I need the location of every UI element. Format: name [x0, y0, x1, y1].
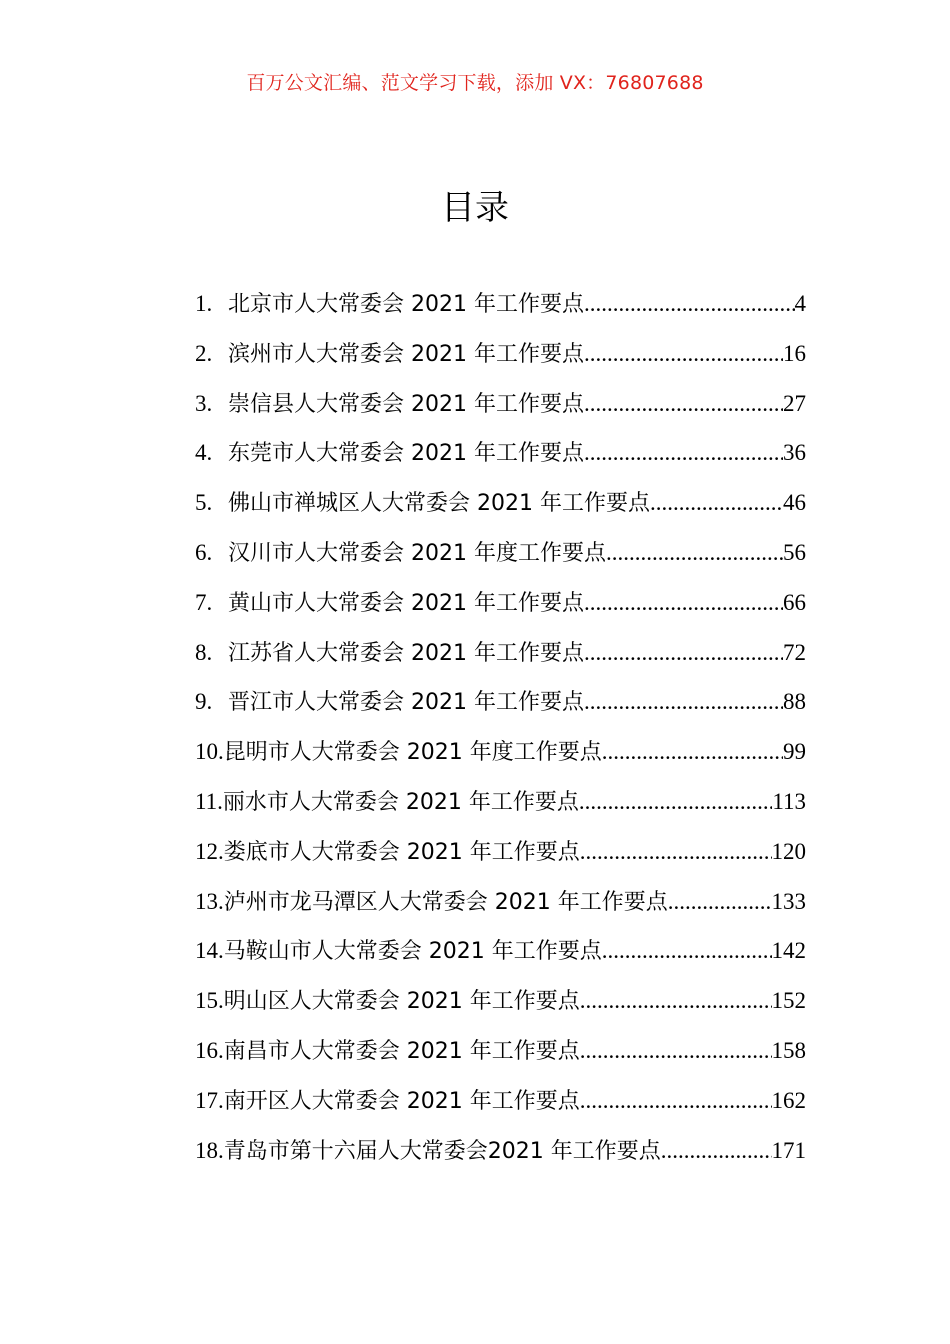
toc-entry-page-number: 46: [783, 490, 806, 516]
toc-entry[interactable]: [195, 631, 806, 681]
toc-entry-title: 南开区人大常委会 2021 年工作要点: [223, 1088, 580, 1114]
toc-entry-title: 江苏省人大常委会 2021 年工作要点: [228, 640, 584, 666]
toc-dot-leader: [584, 631, 783, 675]
toc-entry-page-number: 16: [783, 340, 806, 366]
toc-entry-number: 12.: [195, 838, 224, 864]
toc-dot-leader: [602, 929, 772, 973]
toc-entry-number: 6.: [195, 539, 213, 565]
toc-entry-title: 青岛市第十六届人大常委会2021 年工作要点: [223, 1138, 661, 1164]
toc-entry-title: 泸州市龙马潭区人大常委会 2021 年工作要点: [223, 889, 668, 915]
page-title: 目录: [441, 188, 509, 228]
toc-entry-title: 崇信县人大常委会 2021 年工作要点: [228, 391, 584, 417]
toc-entry-title: 北京市人大常委会 2021 年工作要点: [228, 292, 584, 317]
toc-entry-page-number: 162: [771, 1087, 806, 1113]
toc-entry-page-number: 120: [771, 838, 806, 864]
toc-dot-leader: [580, 1029, 772, 1073]
toc-entry-title: 佛山市禅城区人大常委会 2021 年工作要点: [228, 491, 650, 517]
toc-entry-page-number: 4: [794, 291, 806, 316]
toc-entry-number: 11.: [195, 788, 223, 814]
toc-entry-page-number: 99: [783, 739, 806, 765]
toc-entry-number: 16.: [195, 1037, 224, 1063]
toc-dot-leader: [606, 531, 783, 575]
toc-entry-title: 南昌市人大常委会 2021 年工作要点: [223, 1038, 580, 1064]
toc-dot-leader: [661, 1129, 772, 1173]
toc-entry[interactable]: [195, 1029, 806, 1079]
toc-entry[interactable]: [195, 581, 806, 631]
toc-entry-number: 15.: [195, 988, 224, 1014]
toc-entry-page-number: 152: [771, 988, 806, 1014]
toc-entry[interactable]: [195, 481, 806, 531]
toc-entry[interactable]: [195, 332, 806, 382]
toc-dot-leader: [584, 680, 783, 724]
toc-entry-page-number: 171: [771, 1137, 806, 1163]
toc-entry-page-number: 66: [783, 589, 806, 615]
toc-entry-page-number: 158: [771, 1037, 806, 1063]
toc-entry-title: 汉川市人大常委会 2021 年度工作要点: [228, 540, 606, 566]
toc-entry-number: 8.: [195, 639, 213, 665]
toc-entry[interactable]: [195, 431, 806, 481]
toc-entry[interactable]: [195, 880, 806, 930]
toc-entry-page-number: 56: [783, 539, 806, 565]
toc-entry-title: 马鞍山市人大常委会 2021 年工作要点: [223, 939, 602, 965]
toc-entry[interactable]: [195, 382, 806, 432]
toc-dot-leader: [584, 282, 795, 326]
toc-entry[interactable]: [195, 680, 806, 730]
toc-entry-number: 18.: [195, 1137, 224, 1163]
toc-entry[interactable]: [195, 1129, 806, 1179]
toc-entry-page-number: 36: [783, 440, 806, 466]
toc-entry[interactable]: [195, 1079, 806, 1129]
toc-dot-leader: [580, 830, 772, 874]
toc-entry-number: 10.: [195, 739, 224, 765]
toc-entry-title: 晋江市人大常委会 2021 年工作要点: [228, 690, 584, 716]
toc-entry-title: 娄底市人大常委会 2021 年工作要点: [223, 839, 580, 865]
toc-entry-page-number: 72: [783, 639, 806, 665]
toc-entry[interactable]: [195, 780, 806, 830]
toc-dot-leader: [584, 431, 783, 475]
toc-entry-number: 7.: [195, 589, 213, 615]
toc-dot-leader: [584, 382, 783, 426]
toc-dot-leader: [584, 581, 783, 625]
toc-entry[interactable]: [195, 979, 806, 1029]
toc-entry-number: 17.: [195, 1087, 224, 1113]
toc-entry-page-number: 113: [772, 788, 806, 814]
toc-entry-number: 1.: [195, 291, 213, 316]
toc-entry-title: 滨州市人大常委会 2021 年工作要点: [228, 341, 584, 367]
toc-dot-leader: [579, 780, 772, 824]
toc-entry[interactable]: [195, 830, 806, 880]
toc-entry-title: 明山区人大常委会 2021 年工作要点: [223, 989, 580, 1015]
toc-entry-title: 昆明市人大常委会 2021 年度工作要点: [223, 740, 602, 766]
toc-entry[interactable]: [195, 531, 806, 581]
toc-entry-title: 东莞市人大常委会 2021 年工作要点: [228, 441, 584, 467]
toc-dot-leader: [580, 979, 772, 1023]
toc-entry-page-number: 88: [783, 689, 806, 715]
toc-entry[interactable]: [195, 730, 806, 780]
toc-entry-number: 13.: [195, 888, 224, 914]
toc-entry[interactable]: [195, 282, 806, 332]
header-note: 百万公文汇编、范文学习下载，添加 VX：76807688: [246, 72, 704, 94]
toc-dot-leader: [580, 1079, 772, 1123]
toc-entry-title: 黄山市人大常委会 2021 年工作要点: [228, 590, 584, 616]
toc-entry-page-number: 133: [771, 888, 806, 914]
toc-entry-number: 3.: [195, 390, 213, 416]
toc-dot-leader: [650, 481, 783, 525]
toc-dot-leader: [668, 880, 772, 924]
toc-entry-page-number: 27: [783, 390, 806, 416]
toc-entry-number: 2.: [195, 340, 213, 366]
table-of-contents: [195, 282, 806, 1178]
toc-dot-leader: [584, 332, 783, 376]
toc-entry-number: 4.: [195, 440, 213, 466]
toc-entry-number: 14.: [195, 938, 224, 964]
toc-dot-leader: [602, 730, 783, 774]
toc-entry-page-number: 142: [771, 938, 806, 964]
toc-entry-title: 丽水市人大常委会 2021 年工作要点: [222, 789, 579, 815]
toc-entry-number: 9.: [195, 689, 213, 715]
toc-entry-number: 5.: [195, 490, 213, 516]
toc-entry[interactable]: [195, 929, 806, 979]
